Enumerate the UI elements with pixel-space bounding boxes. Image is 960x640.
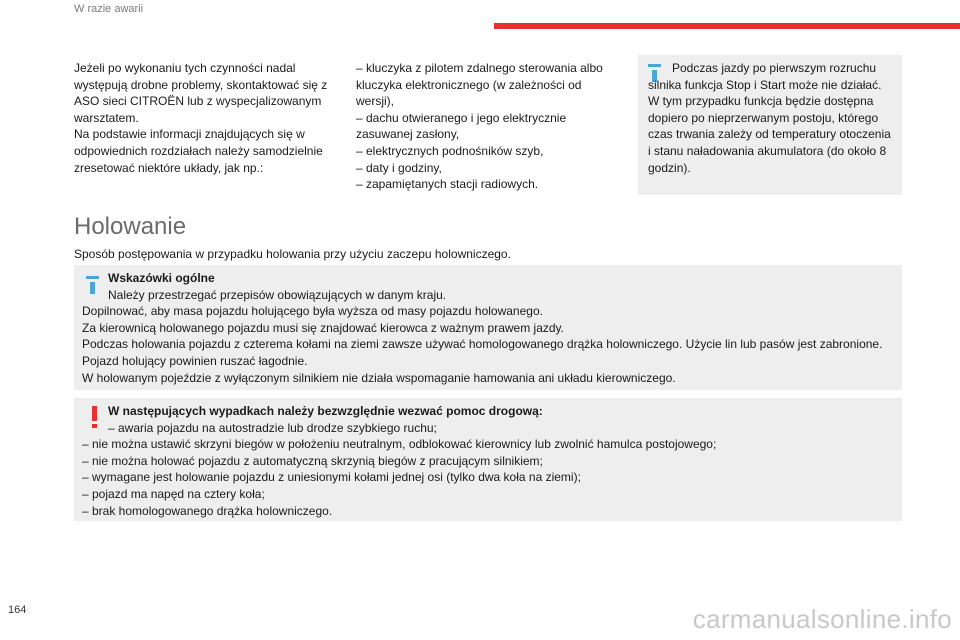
paragraph: Jeżeli po wykonaniu tych czynności nadal występują drobne problemy, skontaktować się z ASO sieci CITROËN lub z wyspecjalizowanym warsztatem.	[74, 61, 328, 125]
info-text: Pojazd holujący powinien ruszać łagodnie.	[82, 353, 308, 368]
section-intro: Sposób postępowania w przypadku holowania przy użyciu zaczepu holowniczego.	[74, 247, 511, 261]
info-text: Podczas holowania pojazdu z czterema kołami na ziemi zawsze używać homologowanego drążka holowniczego. Użycie lin lub pasów jest zabronione.	[82, 337, 883, 352]
list-item: – zapamiętanych stacji radiowych.	[356, 177, 539, 192]
warning-list-item: – nie można holować pojazdu z automatyczną skrzynią biegów z pracującym silnikiem;	[82, 453, 543, 468]
info-text: W holowanym pojeździe z wyłączonym silnikiem nie działa wspomaganie hamowania ani układu kierowniczego.	[82, 370, 676, 385]
column-1-text	[74, 60, 336, 176]
column-2-list	[356, 60, 618, 193]
warning-list-item: – awaria pojazdu na autostradzie lub drodze szybkiego ruchu;	[108, 420, 437, 435]
info-text: Za kierownicą holowanego pojazdu musi się znajdować kierowca z ważnym prawem jazdy.	[82, 320, 564, 335]
general-tips-info-box	[74, 265, 902, 390]
info-text: Należy przestrzegać przepisów obowiązujących w danym kraju.	[108, 287, 447, 302]
info-text: Podczas jazdy po pierwszym rozruchu silnika funkcja Stop i Start może nie działać.	[648, 61, 882, 92]
paragraph: Na podstawie informacji znajdujących się w odpowiednich rozdziałach należy samodzielnie zresetować niektóre układy, jak np.:	[74, 127, 323, 175]
watermark: carmanualsonline.info	[692, 604, 952, 634]
list-item: – kluczyka z pilotem zdalnego sterowania albo kluczyka elektronicznego (w zależności od wersji),	[356, 61, 603, 109]
info-text: W tym przypadku funkcja będzie dostępna dopiero po nieprzerwanym postoju, którego czas trwania zależy od temperatury otoczenia i stanu naładowania akumulatora (do około 8 godzin).	[648, 94, 891, 175]
info-text: Dopilnować, aby masa pojazdu holującego była wyższa od masy pojazdu holowanego.	[82, 304, 543, 319]
running-header: W razie awarii	[74, 3, 144, 15]
info-title: Wskazówki ogólne	[108, 271, 215, 285]
list-item: – daty i godziny,	[356, 160, 442, 175]
list-item: – dachu otwieranego i jego elektrycznie zasuwanej zasłony,	[356, 110, 567, 142]
roadside-assistance-warning-box	[74, 398, 902, 521]
list-item: – elektrycznych podnośników szyb,	[356, 143, 544, 158]
section-heading: Holowanie	[74, 213, 187, 240]
warning-title: W następujących wypadkach należy bezwzględnie wezwać pomoc drogową:	[108, 404, 543, 418]
page-number: 164	[8, 604, 27, 616]
warning-list-item: – nie można ustawić skrzyni biegów w położeniu neutralnym, odblokować kierownicy lub zwolnić hamulca postojowego;	[82, 437, 717, 452]
warning-list-item: – pojazd ma napęd na cztery koła;	[82, 486, 265, 501]
warning-list-item: – wymagane jest holowanie pojazdu z uniesionymi kołami jednej osi (tylko dwa koła na ziemi);	[82, 470, 581, 485]
stop-start-info-box	[638, 55, 902, 195]
warning-list-item: – brak homologowanego drążka holowniczego.	[82, 503, 333, 518]
header-accent-bar	[494, 23, 960, 29]
